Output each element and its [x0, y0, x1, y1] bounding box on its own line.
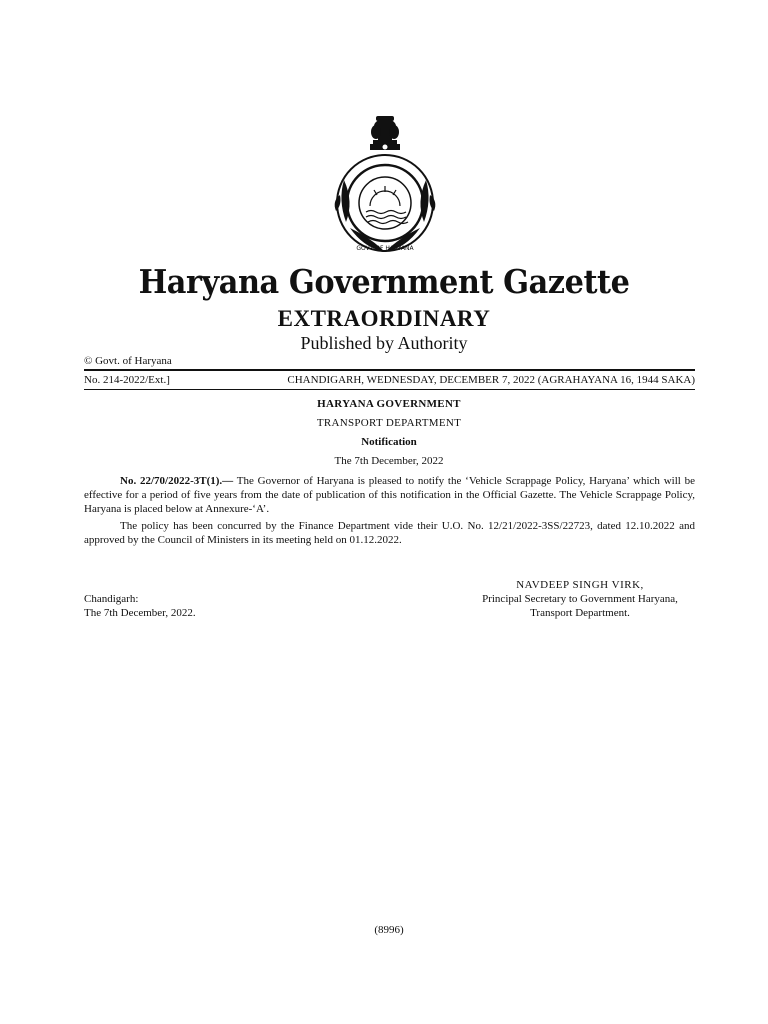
notification-paragraph-1 [84, 474, 695, 516]
published-by-authority: Published by Authority [300, 333, 468, 353]
signatory-name: NAVDEEP SINGH VIRK, [516, 579, 644, 591]
signatory-designation: Principal Secretary to Government Haryana, [482, 593, 678, 605]
notification-number: No. 22/70/2022-3T(1).— [120, 475, 234, 487]
page-number: (8996) [374, 924, 404, 936]
notification-date: The 7th December, 2022 [334, 455, 444, 467]
notification-paragraph-2: The policy has been concurred by the Finance Department vide their U.O. No. 12/21/2022-3SS/22723, dated 12.10.2022 and approved by the Council of Ministers in its meeting held on 01.12.2022. [84, 520, 695, 546]
svg-text:GOVT OF HARYANA: GOVT OF HARYANA [356, 245, 414, 252]
issue-line [84, 374, 695, 386]
bottom-rule [84, 389, 695, 390]
signatory-department: Transport Department. [530, 607, 630, 619]
state-emblem [330, 110, 440, 260]
signature-date: The 7th December, 2022. [84, 607, 196, 619]
copyright-notice: © Govt. of Haryana [84, 355, 172, 367]
signature-block [450, 578, 710, 620]
issue-place-date: CHANDIGARH, WEDNESDAY, DECEMBER 7, 2022 (AGRAHAYANA 16, 1944 SAKA) [287, 374, 695, 386]
gazette-subtitle: EXTRAORDINARY [277, 306, 491, 331]
paragraph-1-text: The Governor of Haryana is pleased to notify the ‘Vehicle Scrappage Policy, Haryana’ which will be effective for a period of five years from the date of publication of this notification in the Official Gazette. The Vehicle Scrappage Policy, Haryana is placed below at Annexure-‘A’. [84, 475, 695, 515]
gazette-title: Haryana Government Gazette [138, 262, 630, 301]
issue-number: No. 214-2022/Ext.] [84, 374, 170, 386]
signature-place-date [84, 592, 196, 620]
signature-place: Chandigarh: [84, 593, 139, 605]
top-rule [84, 369, 695, 371]
government-heading: HARYANA GOVERNMENT [317, 398, 461, 410]
department-heading: TRANSPORT DEPARTMENT [316, 417, 462, 429]
notification-heading: Notification [361, 436, 417, 448]
